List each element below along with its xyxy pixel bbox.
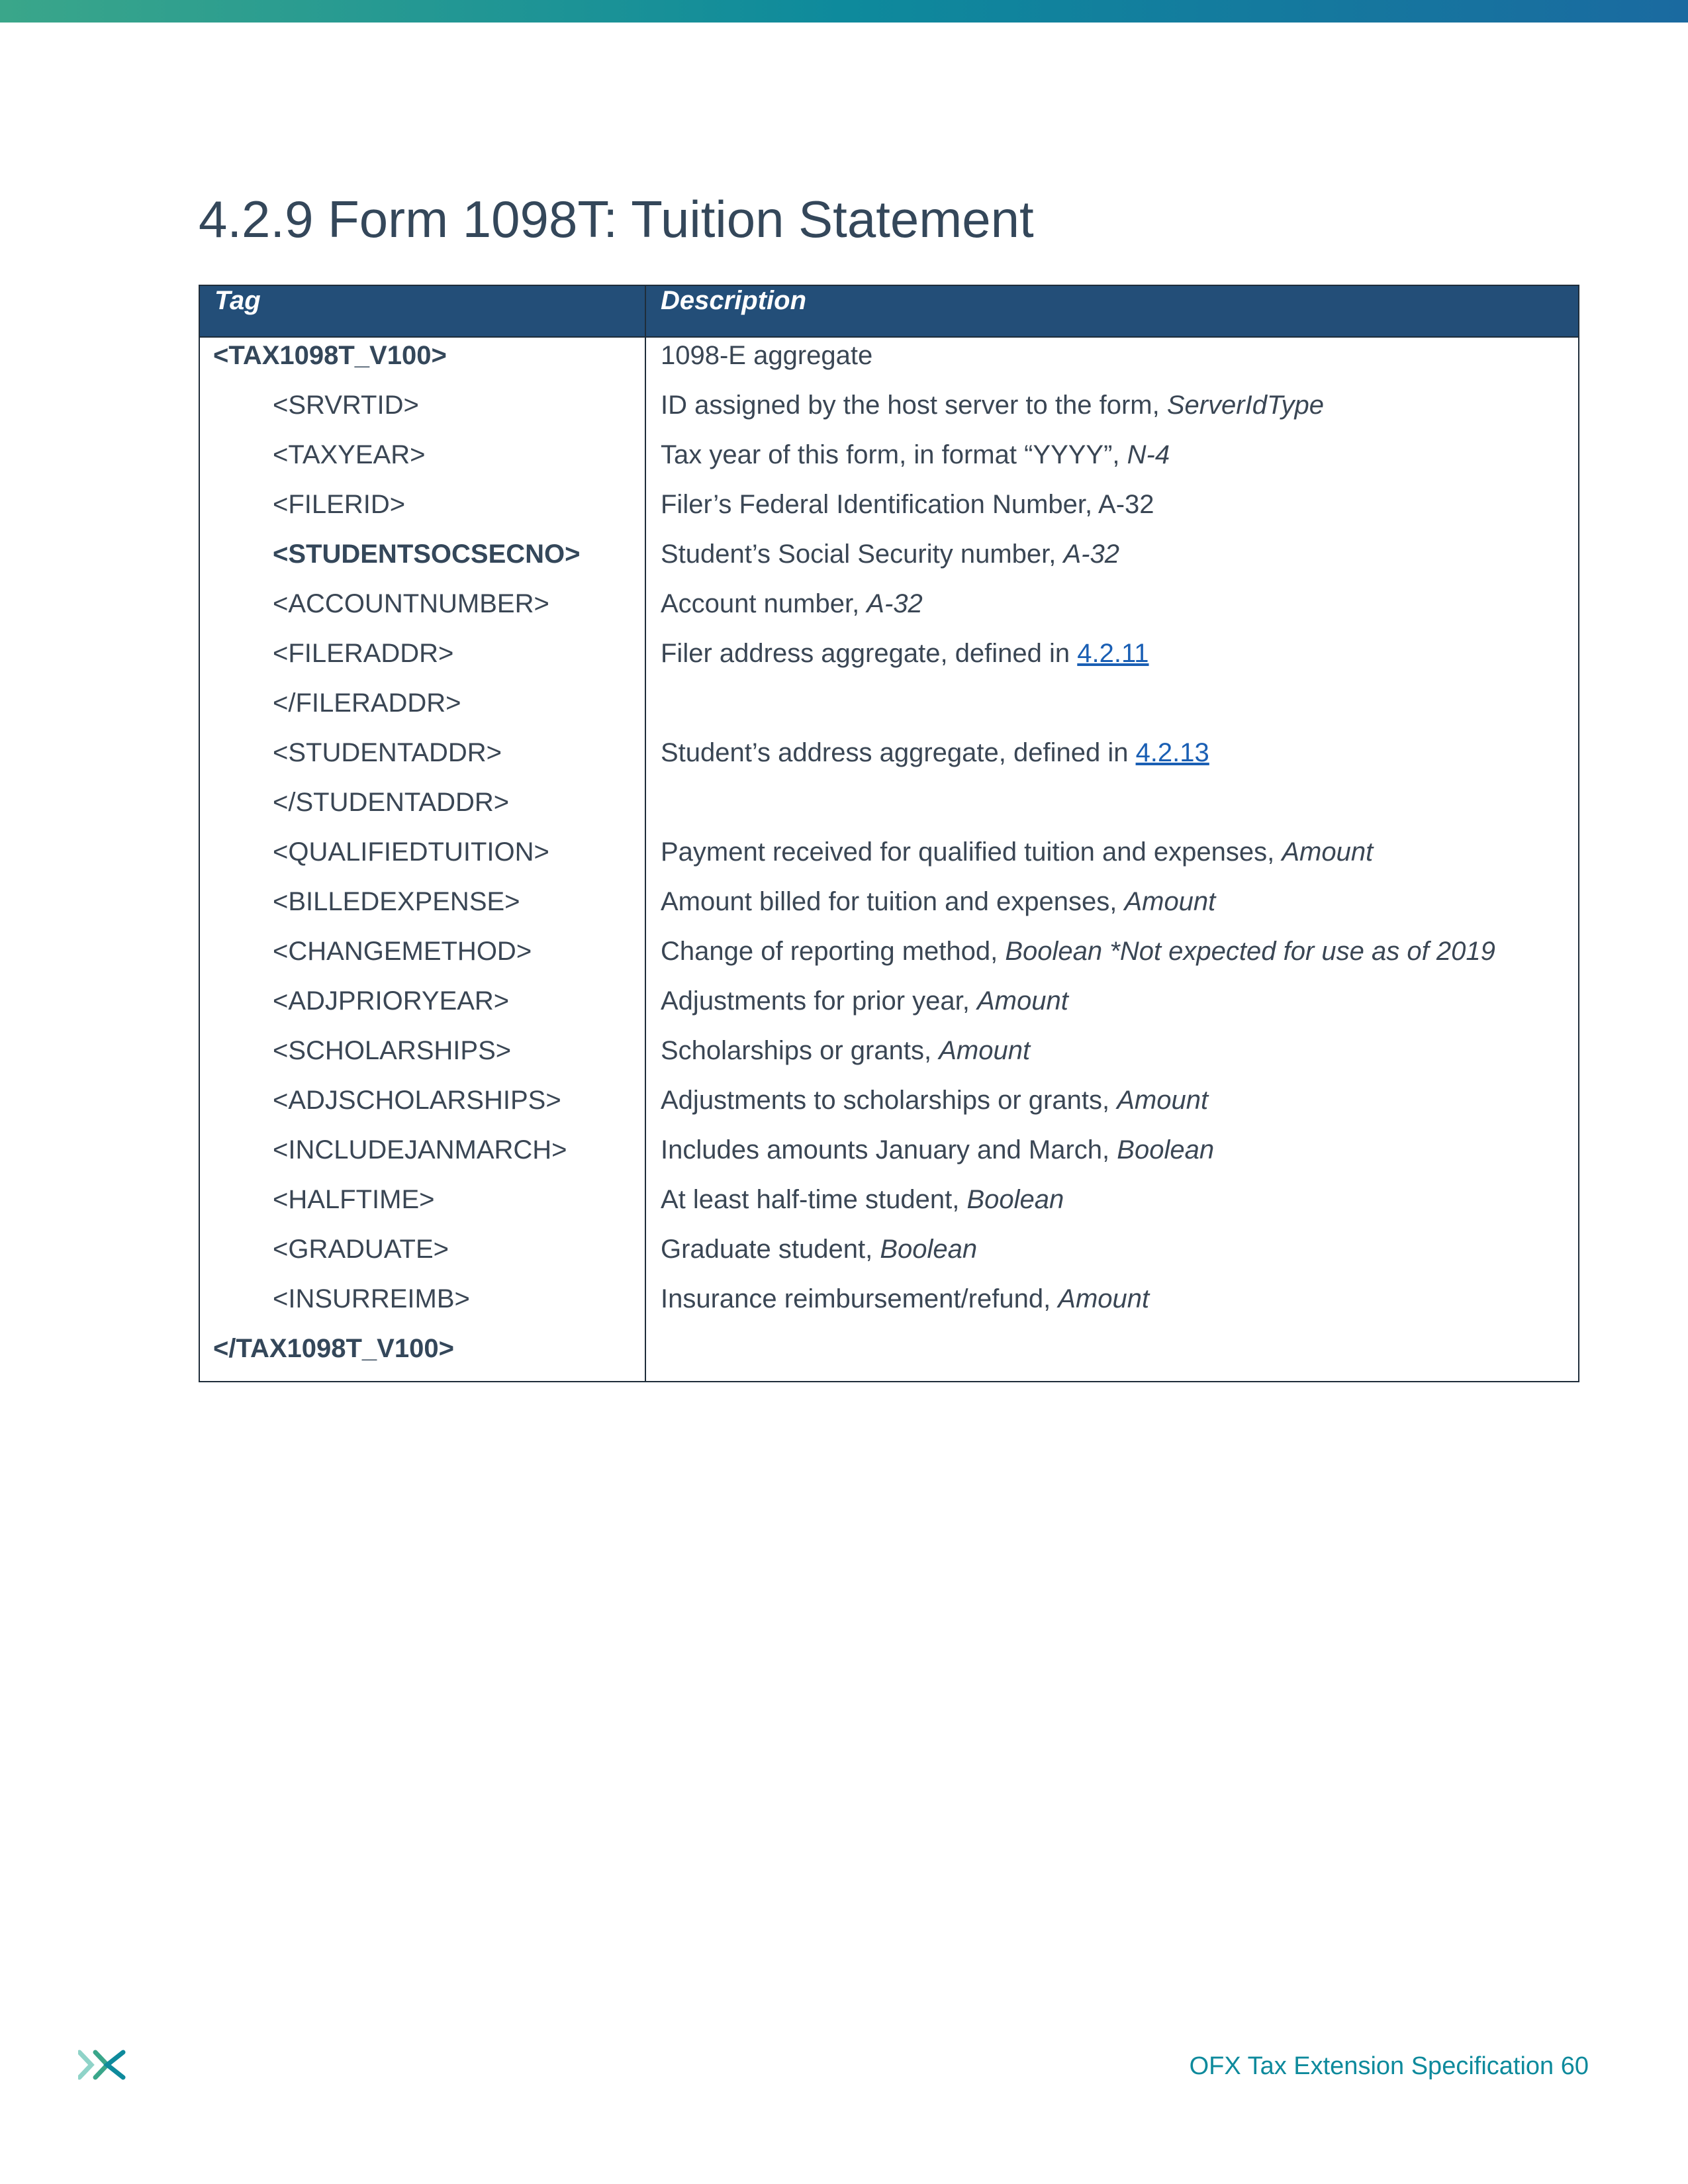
tag-cell: <ADJPRIORYEAR> <box>273 986 510 1016</box>
description-text: Insurance reimbursement/refund, <box>661 1284 1058 1313</box>
description-text: Filer’s Federal Identification Number, A-32 <box>661 490 1154 519</box>
description-text: Student’s address aggregate, defined in <box>661 738 1136 767</box>
description-cell <box>661 637 1149 670</box>
tag-cell: </STUDENTADDR> <box>273 788 510 817</box>
column-header-tag: Tag <box>214 286 261 315</box>
tag-table <box>199 285 1579 1382</box>
table-row <box>200 637 1578 687</box>
table-row <box>200 488 1578 538</box>
data-type-label: Amount <box>1117 1086 1209 1115</box>
data-type-label: Amount <box>1124 887 1216 916</box>
table-row <box>200 1133 1578 1183</box>
table-row <box>200 587 1578 637</box>
tag-cell: <BILLEDEXPENSE> <box>273 887 520 916</box>
tag-cell: <SRVRTID> <box>273 391 419 420</box>
column-header-description: Description <box>661 286 807 315</box>
footer-page-label: OFX Tax Extension Specification 60 <box>1189 2052 1589 2080</box>
table-row <box>200 885 1578 935</box>
page-title: 4.2.9 Form 1098T: Tuition Statement <box>199 190 1034 248</box>
tag-cell: <HALFTIME> <box>273 1185 435 1214</box>
description-cell <box>661 488 1154 521</box>
tag-cell: <FILERADDR> <box>273 639 454 668</box>
data-type-label: Boolean <box>1117 1135 1215 1164</box>
data-type-label: Boolean *Not expected for use as of 2019 <box>1005 937 1495 966</box>
description-text: Amount billed for tuition and expenses, <box>661 887 1125 916</box>
description-cell <box>661 885 1215 918</box>
description-cell <box>661 587 923 620</box>
tag-cell: <QUALIFIEDTUITION> <box>273 837 549 867</box>
table-body <box>200 339 1578 1382</box>
description-cell <box>661 1183 1064 1216</box>
data-type-label: Boolean <box>966 1185 1064 1214</box>
ofx-logo-icon <box>78 2050 126 2080</box>
description-cell <box>661 935 1495 968</box>
description-text: At least half-time student, <box>661 1185 967 1214</box>
description-text: Filer address aggregate, defined in <box>661 639 1078 668</box>
data-type-label: Amount <box>976 986 1068 1016</box>
description-text: Change of reporting method, <box>661 937 1006 966</box>
tag-cell: <STUDENTADDR> <box>273 738 502 767</box>
description-cell <box>661 389 1324 422</box>
description-text: Student’s Social Security number, <box>661 540 1064 569</box>
table-row <box>200 1233 1578 1282</box>
table-row <box>200 736 1578 786</box>
tag-cell: <CHANGEMETHOD> <box>273 937 532 966</box>
tag-cell: <TAXYEAR> <box>273 440 426 469</box>
tag-cell: <SCHOLARSHIPS> <box>273 1036 512 1065</box>
table-row <box>200 1282 1578 1332</box>
table-header <box>200 286 1578 338</box>
top-accent-bar <box>0 0 1688 23</box>
tag-cell: <INSURREIMB> <box>273 1284 470 1313</box>
tag-cell: <TAX1098T_V100> <box>213 341 447 370</box>
table-row <box>200 1084 1578 1133</box>
table-row <box>200 339 1578 389</box>
description-cell <box>661 1084 1208 1117</box>
description-text: Adjustments to scholarships or grants, <box>661 1086 1117 1115</box>
tag-cell: </FILERADDR> <box>273 688 461 718</box>
data-type-label: A-32 <box>1063 540 1119 569</box>
description-text: 1098-E aggregate <box>661 341 873 370</box>
description-text: Account number, <box>661 589 867 618</box>
description-cell <box>661 736 1209 769</box>
tag-cell: <STUDENTSOCSECNO> <box>273 540 581 569</box>
data-type-label: A-32 <box>867 589 923 618</box>
data-type-label: Amount <box>939 1036 1031 1065</box>
description-text: Scholarships or grants, <box>661 1036 939 1065</box>
description-cell <box>661 1282 1149 1315</box>
description-text: ID assigned by the host server to the form, <box>661 391 1167 420</box>
description-text: Includes amounts January and March, <box>661 1135 1117 1164</box>
description-cell <box>661 1034 1030 1067</box>
data-type-label: Boolean <box>880 1235 978 1264</box>
description-cell <box>661 339 872 372</box>
tag-cell: <ACCOUNTNUMBER> <box>273 589 549 618</box>
tag-cell: <GRADUATE> <box>273 1235 449 1264</box>
description-cell <box>661 438 1170 471</box>
table-row <box>200 835 1578 885</box>
section-reference-link[interactable]: 4.2.13 <box>1135 738 1209 767</box>
description-cell <box>661 984 1068 1018</box>
table-row <box>200 687 1578 736</box>
table-row <box>200 1183 1578 1233</box>
tag-cell: <INCLUDEJANMARCH> <box>273 1135 567 1164</box>
description-cell <box>661 1133 1214 1166</box>
description-text: Payment received for qualified tuition and expenses, <box>661 837 1282 867</box>
table-row <box>200 1332 1578 1382</box>
data-type-label: Amount <box>1282 837 1374 867</box>
data-type-label: Amount <box>1058 1284 1150 1313</box>
description-cell <box>661 538 1119 571</box>
table-row <box>200 786 1578 835</box>
description-text: Tax year of this form, in format “YYYY”, <box>661 440 1127 469</box>
description-cell <box>661 1233 977 1266</box>
table-row <box>200 538 1578 587</box>
table-row <box>200 389 1578 438</box>
tag-cell: <ADJSCHOLARSHIPS> <box>273 1086 561 1115</box>
table-row <box>200 984 1578 1034</box>
section-reference-link[interactable]: 4.2.11 <box>1077 639 1149 668</box>
description-cell <box>661 835 1373 869</box>
table-row <box>200 935 1578 984</box>
description-text: Adjustments for prior year, <box>661 986 977 1016</box>
data-type-label: ServerIdType <box>1166 391 1324 420</box>
tag-cell: <FILERID> <box>273 490 406 519</box>
table-row <box>200 1034 1578 1084</box>
description-text: Graduate student, <box>661 1235 880 1264</box>
data-type-label: N-4 <box>1127 440 1170 469</box>
table-row <box>200 438 1578 488</box>
tag-cell: </TAX1098T_V100> <box>213 1334 454 1363</box>
